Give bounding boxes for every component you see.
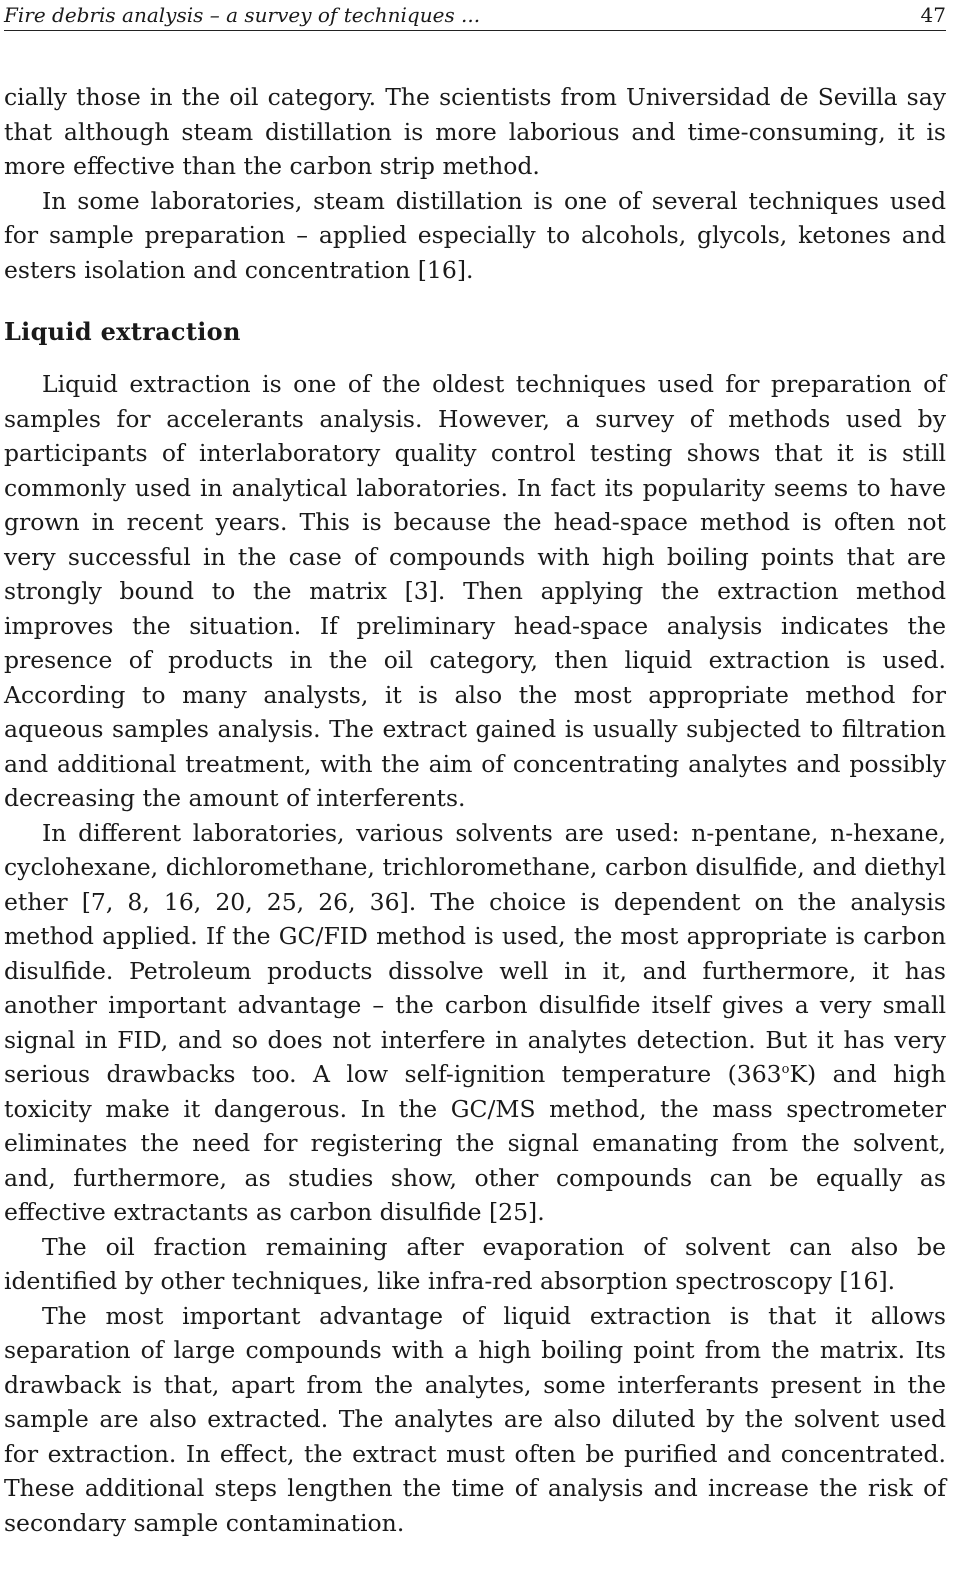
section-heading-liquid-extraction: Liquid extraction: [4, 317, 241, 346]
paragraph-advantages: The most important advantage of liquid extraction is that it allows separation of large compounds with a high boiling point from the matrix. Its drawback is that, apart from the analytes, some interferants present in the sample are also extracted. The analytes are also diluted by the solvent used for extraction. In effect, the extract must often be purified and concentrated. These additional steps lengthen the time of analysis and increase the risk of secondary sample contamination.: [4, 1301, 946, 1537]
running-header: [4, 0, 946, 31]
running-title: Fire debris analysis – a survey of techniques ...: [4, 3, 481, 27]
paragraph-continuation: cially those in the oil category. The scientists from Universidad de Sevilla say that although steam distillation is more laborious and time-consuming, it is more effective than the carbon strip method.: [4, 83, 946, 180]
page-number: 47: [920, 3, 946, 27]
paragraph-solvents: [4, 816, 946, 1230]
page-body: [4, 80, 946, 1540]
paragraph-liquid-extraction-intro: Liquid extraction is one of the oldest techniques used for preparation of samples for accelerants analysis. However, a survey of methods used by participants of interlaboratory quality control testing shows that it is still commonly used in analytical laboratories. In fact its popularity seems to have grown in recent years. This is because the head-space method is often not very successful in the case of compounds with high boiling points that are strongly bound to the matrix [3]. Then applying the extraction method improves the situation. If preliminary head-space analysis indicates the presence of products in the oil category, then liquid extraction is used. According to many analysts, it is also the most appropriate method for aqueous samples analysis. The extract gained is usually subjected to filtration and additional treatment, with the aim of concentrating analytes and possibly decreasing the amount of interferents.: [4, 370, 946, 812]
paragraph-oil-fraction: The oil fraction remaining after evaporation of solvent can also be identified by other techniques, like infra-red absorption spectroscopy [16].: [4, 1232, 946, 1295]
degree-superscript: o: [781, 1062, 790, 1078]
solvents-text-part2: K) and high toxicity make it dangerous. In the GC/MS method, the mass spectrometer eliminates the need for registering the signal emanating from the solvent, and, furthermore, as studies show, other compounds can be equally as effective extractants as carbon disulfide [25].: [4, 1060, 946, 1226]
paragraph-steam-distillation: In some laboratories, steam distillation is one of several techniques used for sample preparation – applied especially to alcohols, glycols, ketones and esters isolation and concentration [16].: [4, 186, 946, 284]
solvents-text-part1: In different laboratories, various solvents are used: n-pentane, n-hexane, cyclohexane, dichloromethane, trichloromethane, carbon disulfide, and diethyl ether [7, 8, 16, 20, 25, 26, 36]. The choice is dependent on the analysis method applied. If the GC/FID method is used, the most appropriate is carbon disulfide. Petroleum products dissolve well in it, and furthermore, it has another important advantage – the carbon disulfide itself gives a very small signal in FID, and so does not interfere in analytes detection. But it has very serious drawbacks too. A low self-ignition temperature (363: [4, 818, 946, 1088]
